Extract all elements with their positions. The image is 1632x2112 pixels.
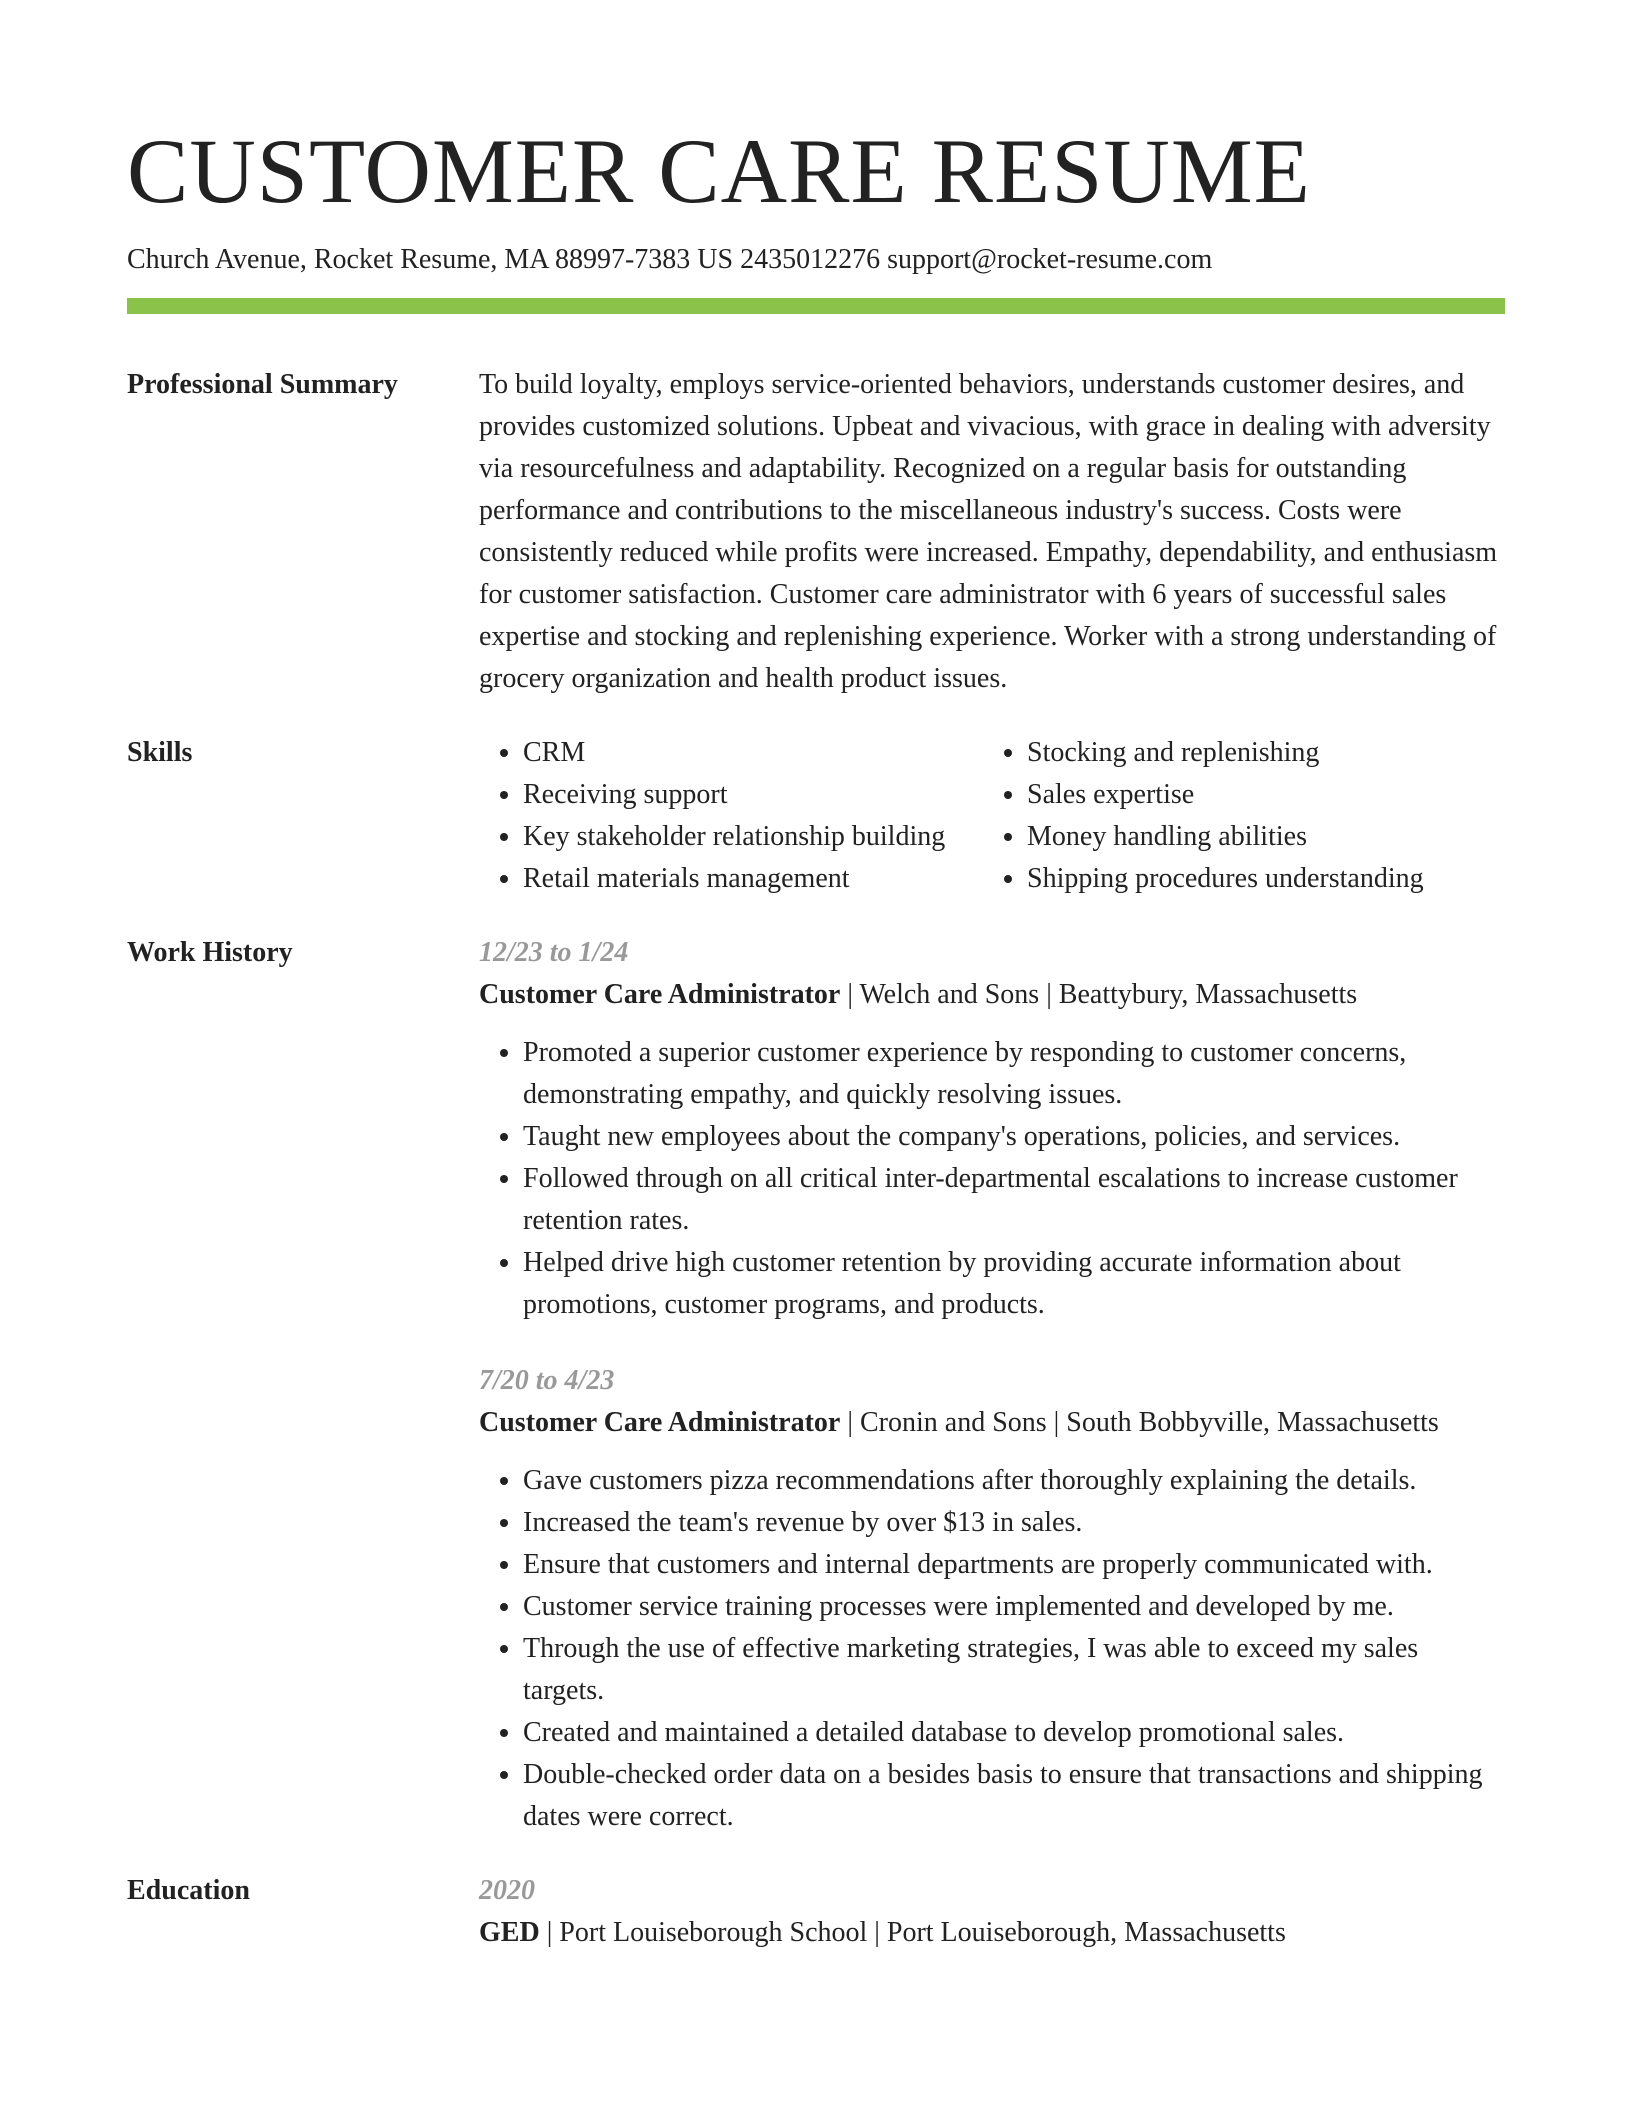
- job-date: 12/23 to 1/24: [479, 937, 629, 968]
- summary-body: [479, 364, 1505, 700]
- work-history-section: [127, 932, 1505, 1838]
- job-bullet: • Promoted a superior customer experience by responding to customer concerns, demonstrating empathy, and quickly resolving issues.: [523, 1032, 1505, 1116]
- skill-item: • Sales expertise: [1027, 774, 1505, 816]
- education-section: [127, 1870, 1505, 1954]
- job-bullet: • Created and maintained a detailed database to develop promotional sales.: [523, 1712, 1505, 1754]
- job-details: | Cronin and Sons | South Bobbyville, Massachusetts: [840, 1407, 1439, 1438]
- job-entry: [479, 932, 1505, 1326]
- section-label-skills: Skills: [127, 737, 193, 768]
- job-bullet: • Helped drive high customer retention by providing accurate information about promotions, customer programs, and products.: [523, 1242, 1505, 1326]
- education-body: [479, 1870, 1505, 1954]
- resume-title: CUSTOMER CARE RESUME: [127, 120, 1311, 222]
- education-degree: GED: [479, 1917, 540, 1948]
- job-bullet: • Customer service training processes were implemented and developed by me.: [523, 1586, 1505, 1628]
- skills-list-left: [479, 732, 983, 900]
- skills-list-right: [983, 732, 1505, 900]
- skill-item: • Receiving support: [523, 774, 983, 816]
- job-bullet: • Double-checked order data on a besides basis to ensure that transactions and shipping dates were correct.: [523, 1754, 1505, 1838]
- job-bullet-list: [479, 1460, 1505, 1838]
- skill-item: • Shipping procedures understanding: [1027, 858, 1505, 900]
- section-label-education: Education: [127, 1875, 250, 1906]
- education-details: | Port Louiseborough School | Port Louiseborough, Massachusetts: [539, 1917, 1286, 1948]
- job-title-line: [479, 1402, 1505, 1444]
- education-year: 2020: [479, 1875, 535, 1906]
- summary-text: To build loyalty, employs service-oriented behaviors, understands customer desires, and provides customized solutions. Upbeat and vivacious, with grace in dealing with adversity via resourcefulness and adaptability. Recognized on a regular basis for outstanding performance and contributions to the miscellaneous industry's success. Costs were consistently reduced while profits were increased. Empathy, dependability, and enthusiasm for customer satisfaction. Customer care administrator with 6 years of successful sales expertise and stocking and replenishing experience. Worker with a strong understanding of grocery organization and health product issues.: [479, 369, 1498, 694]
- skills-section: [127, 732, 1505, 900]
- job-bullet: • Ensure that customers and internal departments are properly communicated with.: [523, 1544, 1505, 1586]
- skill-item: • Retail materials management: [523, 858, 983, 900]
- skills-body: [479, 732, 1505, 900]
- education-line: [479, 1912, 1505, 1954]
- job-date: 7/20 to 4/23: [479, 1365, 615, 1396]
- job-bullet: • Gave customers pizza recommendations after thoroughly explaining the details.: [523, 1460, 1505, 1502]
- skill-item: • CRM: [523, 732, 983, 774]
- job-title: Customer Care Administrator: [479, 979, 841, 1010]
- work-history-body: [479, 932, 1505, 1838]
- skill-item: • Key stakeholder relationship building: [523, 816, 983, 858]
- job-details: | Welch and Sons | Beattybury, Massachusetts: [840, 979, 1358, 1010]
- section-label-work: Work History: [127, 937, 293, 968]
- job-entry: [479, 1360, 1505, 1838]
- job-bullet: • Taught new employees about the company's operations, policies, and services.: [523, 1116, 1505, 1158]
- skill-item: • Stocking and replenishing: [1027, 732, 1505, 774]
- job-title-line: [479, 974, 1505, 1016]
- summary-section: [127, 364, 1505, 700]
- job-bullet: • Increased the team's revenue by over $13 in sales.: [523, 1502, 1505, 1544]
- job-bullet: • Through the use of effective marketing strategies, I was able to exceed my sales targets.: [523, 1628, 1505, 1712]
- job-bullet: • Followed through on all critical inter-departmental escalations to increase customer retention rates.: [523, 1158, 1505, 1242]
- accent-divider: [127, 298, 1505, 314]
- job-bullet-list: [479, 1032, 1505, 1326]
- section-label-summary: Professional Summary: [127, 369, 398, 400]
- contact-line: Church Avenue, Rocket Resume, MA 88997-7383 US 2435012276 support@rocket-resume.com: [127, 244, 1213, 275]
- skill-item: • Money handling abilities: [1027, 816, 1505, 858]
- job-title: Customer Care Administrator: [479, 1407, 841, 1438]
